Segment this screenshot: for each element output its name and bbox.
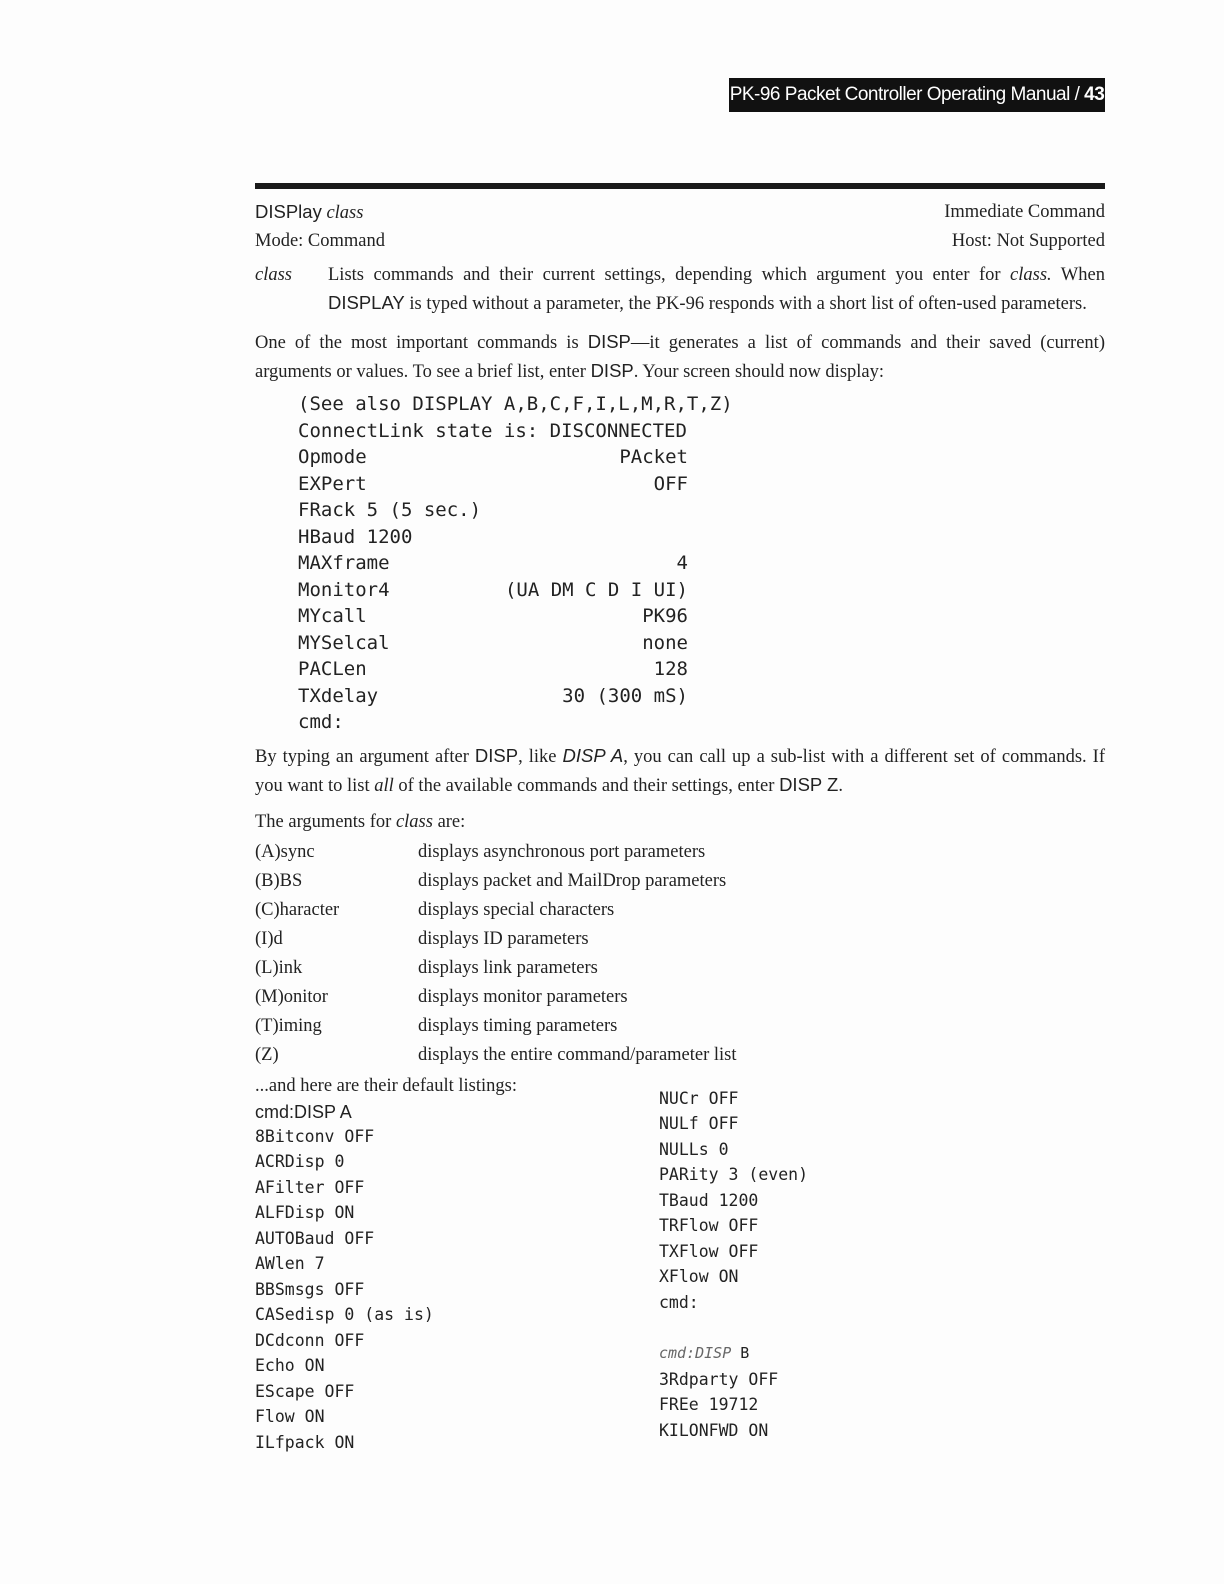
list-b-command xyxy=(659,1341,808,1367)
param-label xyxy=(255,261,328,318)
argument-description: displays special characters xyxy=(418,899,615,920)
command-host: Host: Not Supported xyxy=(951,231,1105,251)
listing-line: PARity 3 (even) xyxy=(659,1165,809,1184)
argument-description: displays link parameters xyxy=(418,957,598,978)
listing-line: TRFlow OFF xyxy=(659,1216,759,1235)
args-intro xyxy=(255,808,1105,836)
listing-line: AFilter OFF xyxy=(255,1177,365,1197)
argument-name: (A)sync xyxy=(255,841,315,862)
setting-value: OFF xyxy=(653,472,688,495)
setting-name: TXdelay xyxy=(298,684,379,707)
header-title: PK-96 Packet Controller Operating Manual / xyxy=(729,84,1085,105)
command-heading-row xyxy=(255,198,1105,227)
argument-description: displays monitor parameters xyxy=(418,986,628,1007)
setting-value: PAcket xyxy=(619,446,688,468)
setting-name: Opmode xyxy=(298,446,367,468)
t: , like xyxy=(518,746,563,767)
argument-description: displays packet and MailDrop parameters xyxy=(418,870,727,891)
defaults-intro: ...and here are their default listings: xyxy=(255,1075,517,1096)
setting-value: (UA DM C D I UI) xyxy=(504,578,688,601)
listing-line: BBSmsgs OFF xyxy=(255,1279,365,1299)
argument-name: (T)iming xyxy=(255,1015,322,1036)
list-b xyxy=(659,1367,808,1444)
intro-paragraph xyxy=(255,328,1105,386)
screen-line xyxy=(298,524,688,551)
t: B xyxy=(740,1344,750,1362)
listing-line: TXFlow OFF xyxy=(659,1241,759,1261)
listing-line: TBaud 1200 xyxy=(659,1190,759,1210)
listing-line: KILONFWD ON xyxy=(659,1420,769,1440)
argument-row xyxy=(255,867,1105,896)
listing-right-column xyxy=(659,1072,808,1456)
listing-line: NULLs 0 xyxy=(659,1139,729,1159)
listing-line: ALFDisp ON xyxy=(255,1203,355,1222)
argument-row xyxy=(255,1041,1105,1070)
listing-line: CASedisp 0 (as is) xyxy=(255,1305,434,1324)
screen-line xyxy=(298,683,688,710)
t: of the available commands and their settings, enter xyxy=(393,775,780,796)
screen-line xyxy=(298,418,688,445)
argument-row xyxy=(255,1012,1105,1041)
argument-row xyxy=(255,838,1105,867)
list-a-continued xyxy=(659,1086,808,1316)
listing-line: XFlow ON xyxy=(659,1267,739,1286)
listing-line: EScape OFF xyxy=(255,1381,355,1401)
argument-name: (L)ink xyxy=(255,957,303,978)
t: DISP xyxy=(587,331,631,352)
t: DISPLAY xyxy=(328,292,405,313)
arguments-table xyxy=(255,838,1105,1070)
t: class. xyxy=(1010,265,1052,285)
listing-line: FREe 19712 xyxy=(659,1395,759,1414)
screen-line xyxy=(298,603,688,630)
screen-line xyxy=(298,656,688,683)
setting-name: MYSelcal xyxy=(298,631,390,654)
command-heading xyxy=(255,198,363,227)
setting-name: (See also DISPLAY A,B,C,F,I,L,M,R,T,Z) xyxy=(298,393,733,415)
listing-line: cmd: xyxy=(659,1292,699,1312)
screen-line xyxy=(298,391,733,418)
t: . xyxy=(838,775,843,796)
command-arg: class xyxy=(326,203,364,223)
t: class xyxy=(395,811,433,832)
command-mode: Mode: Command xyxy=(255,231,386,251)
param-description xyxy=(328,261,1105,318)
list-a xyxy=(255,1124,659,1456)
command-mode-row xyxy=(255,227,1105,255)
argument-name: (C)haracter xyxy=(255,899,340,920)
page-number: 43 xyxy=(1084,84,1105,105)
param-row xyxy=(255,261,1105,318)
listing-line: ILfpack ON xyxy=(255,1432,355,1452)
t: By typing an argument after xyxy=(255,746,475,767)
listing-line: 8Bitconv OFF xyxy=(255,1126,375,1146)
setting-name: ConnectLink state is: DISCONNECTED xyxy=(298,419,687,442)
listing-line: AUTOBaud OFF xyxy=(255,1228,375,1248)
list-a-command: cmd:DISP A xyxy=(255,1101,352,1122)
screen-line xyxy=(298,550,688,577)
argument-name: (I)d xyxy=(255,928,283,949)
setting-value: none xyxy=(642,631,688,654)
screen-output xyxy=(298,391,733,736)
t: One of the most important commands is xyxy=(255,333,588,353)
argument-row xyxy=(255,925,1105,954)
listing-line: 3Rdparty OFF xyxy=(659,1369,779,1389)
listing-line: NULf OFF xyxy=(659,1114,739,1133)
listing-line: Echo ON xyxy=(255,1356,325,1375)
listing-line: ACRDisp 0 xyxy=(255,1152,345,1171)
argument-name: (M)onitor xyxy=(255,986,328,1007)
t: cmd:DISP xyxy=(659,1344,732,1362)
setting-name: cmd: xyxy=(298,711,344,733)
t: DISP xyxy=(590,360,634,381)
setting-value: 30 (300 mS) xyxy=(562,684,688,707)
listing-line: DCdconn OFF xyxy=(255,1330,365,1350)
setting-name: EXPert xyxy=(298,472,367,495)
screen-line xyxy=(298,497,688,524)
argument-description: displays asynchronous port parameters xyxy=(418,841,706,862)
argument-description: displays ID parameters xyxy=(418,928,589,949)
command-name: DISPlay xyxy=(255,201,322,222)
setting-name: HBaud 1200 xyxy=(298,525,413,548)
t: all xyxy=(374,775,394,796)
screen-line xyxy=(298,630,688,657)
sublist-paragraph xyxy=(255,742,1105,800)
screen-line xyxy=(298,444,688,471)
t: , you can call up a sub-list with a different set of commands. If you want to list xyxy=(255,746,1105,796)
argument-row xyxy=(255,983,1105,1012)
t: Lists commands and their current settings, depending which argument you enter for xyxy=(328,265,1011,285)
param-label-text: class xyxy=(255,265,292,285)
setting-name: FRack 5 (5 sec.) xyxy=(298,499,482,521)
t: DISP Z xyxy=(779,773,839,795)
listing-line: AWlen 7 xyxy=(255,1254,325,1273)
t: . Your screen should now display: xyxy=(633,362,885,382)
t: When xyxy=(1051,265,1105,285)
setting-name: PACLen xyxy=(298,658,367,680)
argument-name: (Z) xyxy=(255,1044,279,1065)
setting-name: MAXframe xyxy=(298,552,390,574)
screen-line xyxy=(298,471,688,498)
command-type: Immediate Command xyxy=(944,202,1105,222)
t: is typed without a parameter, the PK-96 responds with a short list of often-used parameters. xyxy=(404,294,1087,314)
listing-line: Flow ON xyxy=(255,1407,325,1426)
t: DISP xyxy=(474,744,519,766)
argument-description: displays the entire command/parameter list xyxy=(418,1044,737,1065)
screen-line xyxy=(298,577,688,604)
argument-row xyxy=(255,954,1105,983)
setting-value: 4 xyxy=(676,552,688,574)
setting-name: MYcall xyxy=(298,605,367,627)
page-body xyxy=(255,198,1105,1455)
t: DISP A xyxy=(562,744,624,766)
section-rule xyxy=(255,183,1105,189)
listing-left-column xyxy=(255,1072,659,1456)
t: The arguments for xyxy=(255,811,396,832)
setting-value: 128 xyxy=(653,658,688,680)
t: are: xyxy=(432,811,466,832)
screen-line xyxy=(298,709,688,736)
default-listings xyxy=(255,1072,1105,1456)
page-header xyxy=(729,78,1105,112)
argument-name: (B)BS xyxy=(255,870,303,891)
t: —it generates a list of commands and their saved (current) arguments or values. To see a brief list, enter xyxy=(255,333,1105,382)
argument-row xyxy=(255,896,1105,925)
setting-name: Monitor4 xyxy=(298,578,390,601)
setting-value: PK96 xyxy=(642,605,688,627)
argument-description: displays timing parameters xyxy=(418,1015,618,1036)
listing-line: NUCr OFF xyxy=(659,1088,739,1108)
